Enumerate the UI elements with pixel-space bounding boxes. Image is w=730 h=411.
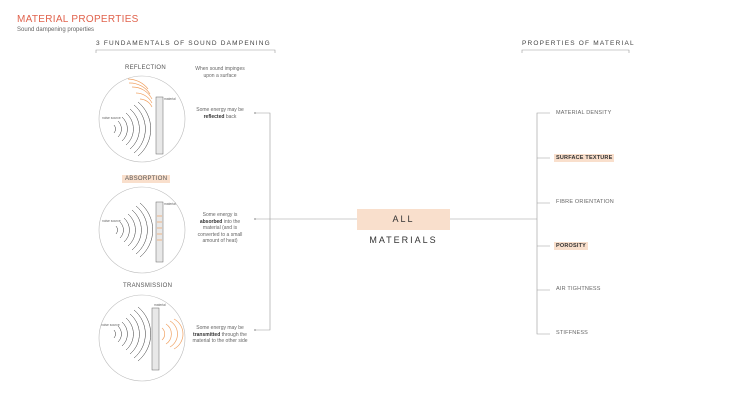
intro-text: When sound impinges upon a surface	[195, 66, 245, 79]
material-panel	[152, 308, 159, 370]
right-tree-branches	[537, 158, 550, 290]
material-label: material	[164, 202, 176, 206]
transmission-diagram	[98, 294, 186, 382]
noise-source-label: noise source	[102, 219, 121, 223]
all-materials-box: ALL MATERIALS	[357, 209, 450, 230]
noise-source-label: noise source	[101, 323, 120, 327]
noise-source-label: noise source	[102, 116, 121, 120]
property-air-tightness: AIR TIGHTNESS	[556, 286, 601, 292]
reflection-diagram	[98, 75, 186, 163]
mechanism-label-transmission: TRANSMISSION	[123, 283, 173, 289]
left-section-bracket	[96, 50, 275, 53]
material-panel	[156, 202, 163, 262]
material-label: material	[154, 303, 166, 307]
right-tree-spine	[537, 113, 550, 334]
right-section-bracket	[522, 50, 629, 53]
property-surface-texture: SURFACE TEXTURE	[556, 155, 613, 161]
desc-absorption: Some energy is absorbed into the material (and is converted to a small amount of heat)	[197, 212, 243, 244]
desc-reflection: Some energy may be reflected back	[196, 107, 244, 120]
page-title: MATERIAL PROPERTIES	[17, 14, 139, 25]
property-stiffness: STIFFNESS	[556, 330, 589, 336]
material-label: material	[164, 97, 176, 101]
mechanism-label-reflection: REFLECTION	[125, 65, 167, 71]
page-subtitle: Sound dampening properties	[17, 27, 95, 33]
left-section-heading: 3 FUNDAMENTALS OF SOUND DAMPENING	[96, 40, 271, 47]
property-material-density: MATERIAL DENSITY	[556, 110, 612, 116]
property-porosity: POROSITY	[556, 243, 587, 249]
property-fibre-orientation: FIBRE ORIENTATION	[556, 199, 614, 205]
desc-transmission: Some energy may be transmitted through the material to the other side	[192, 325, 248, 344]
material-panel	[156, 97, 163, 154]
absorption-diagram	[98, 186, 186, 274]
mechanism-label-absorption: ABSORPTION	[122, 175, 170, 183]
left-tree-spine	[255, 113, 270, 330]
right-section-heading: PROPERTIES OF MATERIAL	[522, 40, 635, 47]
